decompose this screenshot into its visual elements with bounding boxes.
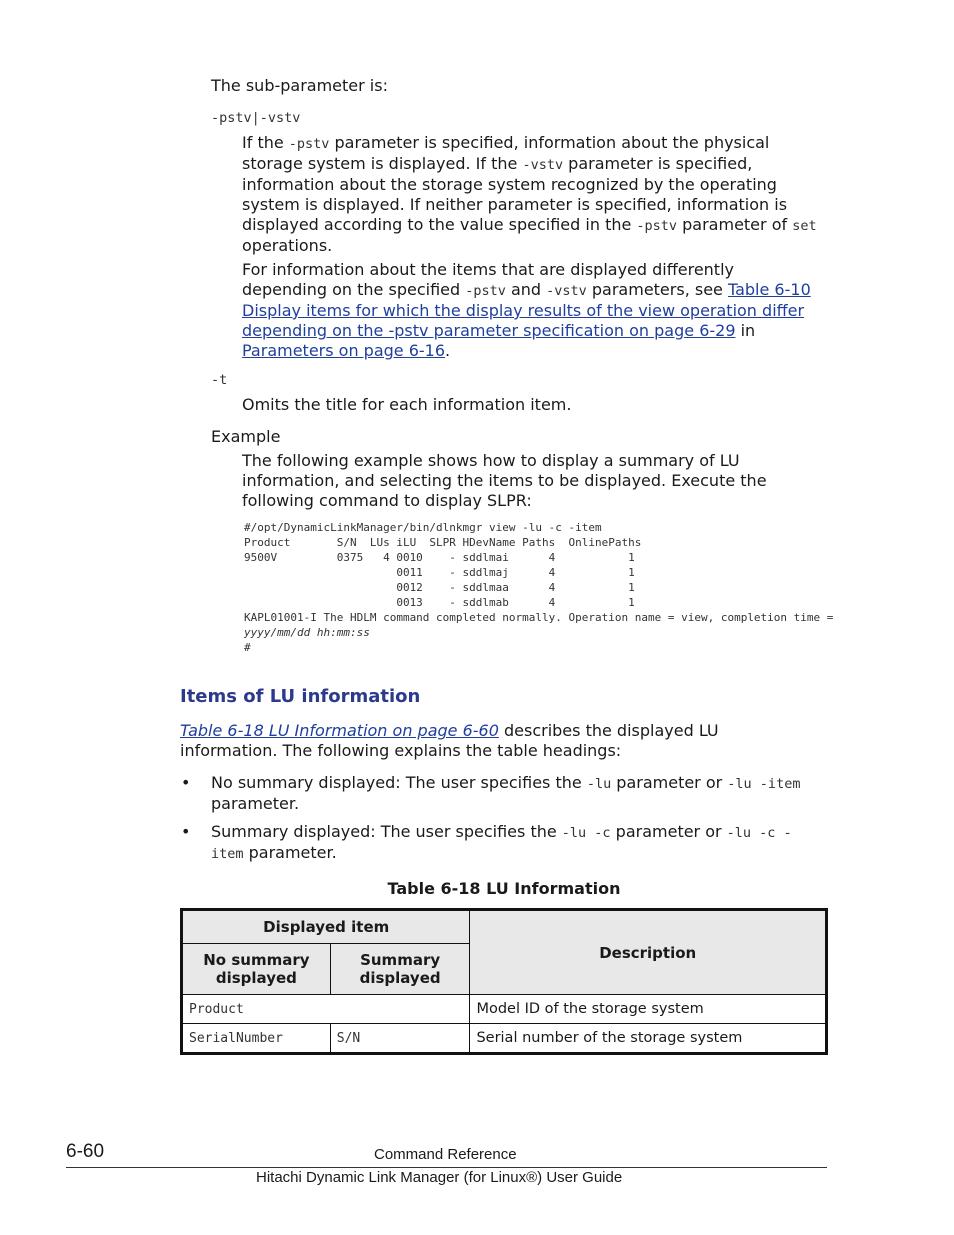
page-number: 6-60 [66, 1141, 105, 1162]
cell-no-summary: Product [182, 995, 470, 1024]
console-line: 0012 - sddlmaa 4 1 [244, 581, 635, 594]
cell-no-summary: SerialNumber [182, 1024, 331, 1054]
console-line: # [244, 641, 251, 654]
console-line: #/opt/DynamicLinkManager/bin/dlnkmgr view -lu -c -item [244, 521, 602, 534]
bullet-marker: • [181, 773, 191, 792]
console-line: 0013 - sddlmab 4 1 [244, 596, 635, 609]
table-row [182, 995, 827, 1024]
sub-parameter-name: -pstv|-vstv [211, 110, 301, 126]
console-line: 9500V 0375 4 0010 - sddlmai 4 1 [244, 551, 635, 564]
list-item: Summary displayed: The user specifies the -lu -c parameter or -lu -c -item parameter. [211, 822, 792, 862]
section-intro: Table 6-18 LU Information on page 6-60 describes the displayed LU information. The following explains the table headings: [180, 721, 719, 760]
footer-book-title: Hitachi Dynamic Link Manager (for Linux®) User Guide [256, 1169, 623, 1186]
console-line: Product S/N LUs iLU SLPR HDevName Paths OnlinePaths [244, 536, 642, 549]
header-description: Description [470, 910, 827, 995]
header-displayed-item: Displayed item [182, 910, 470, 944]
bullet-marker: • [181, 822, 191, 841]
table-6-10-link[interactable]: Table 6-10 Display items for which the display results of the view operation differ depending on the -pstv parameter specification on page 6-29 [242, 280, 811, 340]
table-header-row [182, 910, 827, 944]
parameters-link[interactable]: Parameters on page 6-16 [242, 341, 446, 360]
t-parameter-name: -t [211, 372, 228, 388]
sub-parameter-intro: The sub-parameter is: [211, 76, 388, 95]
t-parameter-description: Omits the title for each information item. [242, 395, 572, 414]
cell-description: Serial number of the storage system [470, 1024, 827, 1054]
lu-information-table [180, 908, 828, 1055]
table-row [182, 1024, 827, 1054]
list-item: No summary displayed: The user specifies the -lu parameter or -lu -item parameter. [211, 773, 801, 813]
section-heading: Items of LU information [180, 686, 421, 707]
header-summary: Summary displayed [330, 944, 470, 995]
console-line: yyyy/mm/dd hh:mm:ss [244, 626, 370, 639]
example-description: The following example shows how to display a summary of LU information, and selecting the items to be displayed. Execute the following command to display SLPR: [242, 451, 767, 510]
console-output [244, 520, 833, 655]
table-6-18-link[interactable]: Table 6-18 LU Information on page 6-60 [180, 721, 499, 740]
console-line: KAPL01001-I The HDLM command completed normally. Operation name = view, completion time = [244, 611, 834, 624]
cell-description: Model ID of the storage system [470, 995, 827, 1024]
pstv-description: If the -pstv parameter is specified, information about the physical storage system is displayed. If the -vstv parameter is specified, information about the storage system recognized by the operating system is displayed. If neither parameter is specified, information is displayed according to the value specified in the -pstv parameter of set operations. [242, 133, 817, 255]
footer-rule [66, 1167, 827, 1168]
footer-chapter: Command Reference [374, 1146, 517, 1163]
table-caption: Table 6-18 LU Information [387, 879, 621, 898]
display-items-reference: For information about the items that are displayed differently depending on the specified -pstv and -vstv parameters, see Table 6-10 Display items for which the display results of the view operation differ depending on the -pstv parameter specification on page 6-29 in Parameters on page 6-16. [242, 260, 811, 360]
cell-summary: S/N [330, 1024, 470, 1054]
console-line: 0011 - sddlmaj 4 1 [244, 566, 635, 579]
example-label: Example [211, 427, 281, 446]
header-no-summary: No summary displayed [182, 944, 331, 995]
